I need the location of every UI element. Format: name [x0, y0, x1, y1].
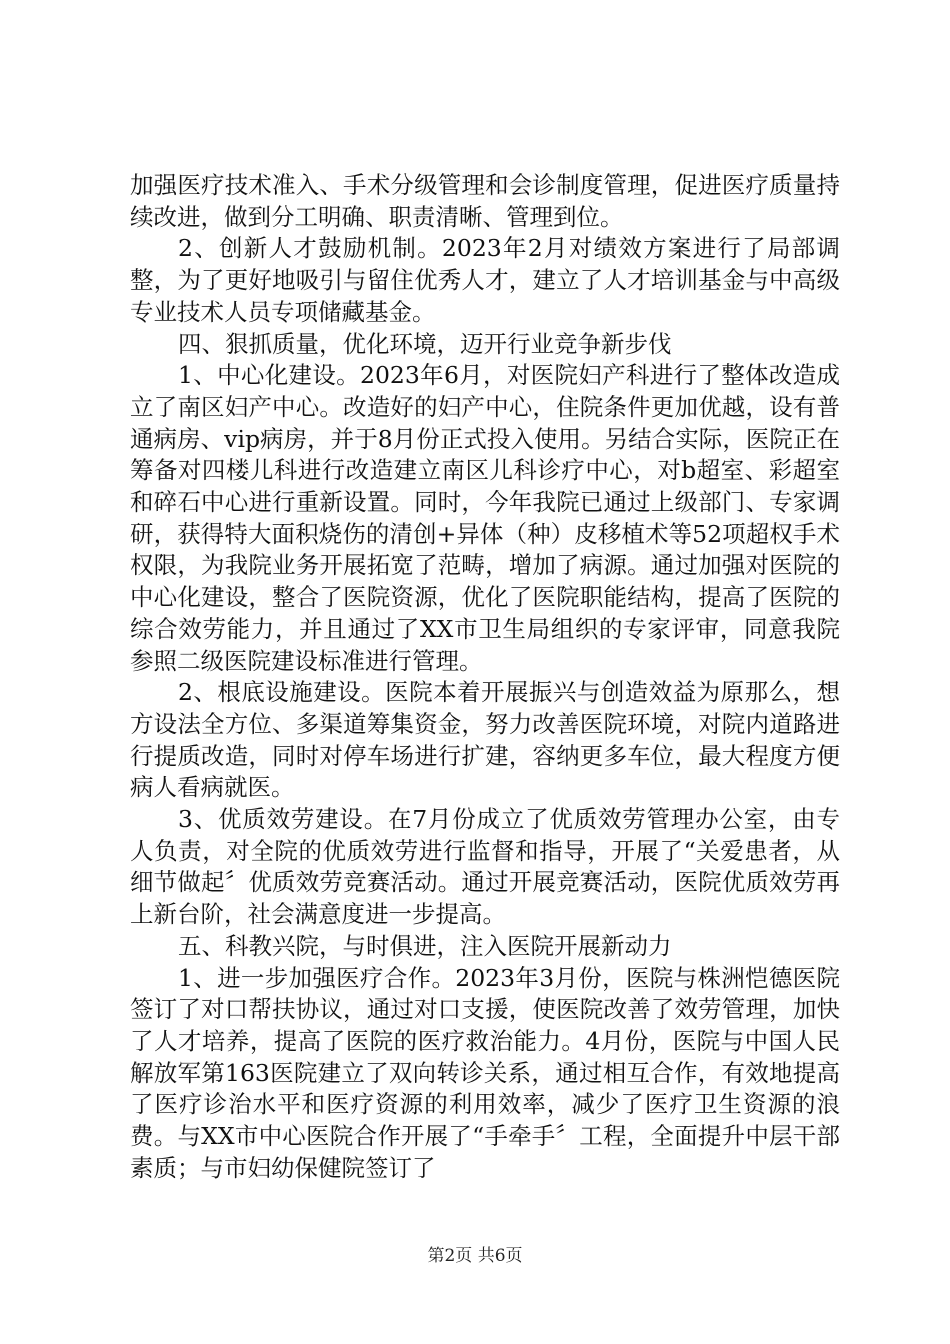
- paragraph-talent-incentive: 2、创新人才鼓励机制。2023年2月对绩效方案进行了局部调整，为了更好地吸引与留住优秀人才，建立了人才培训基金与中高级专业技术人员专项储藏基金。: [130, 234, 840, 326]
- document-body: [130, 170, 840, 1185]
- section-heading-quality: 四、狠抓质量，优化环境，迈开行业竞争新步伐: [178, 329, 672, 358]
- paragraph-infrastructure: 2、根底设施建设。医院本着开展振兴与创造效益为原那么，想方设法全方位、多渠道筹集资金，努力改善医院环境，对院内道路进行提质改造，同时对停车场进行扩建，容纳更多车位，最大程度方便病人看病就医。: [130, 678, 840, 802]
- paragraph-quality-service: 3、优质效劳建设。在7月份成立了优质效劳管理办公室，由专人负责，对全院的优质效劳进行监督和指导，开展了“关爱患者，从细节做起〞优质效劳竞赛活动。通过开展竞赛活动，医院优质效劳再上新台阶，社会满意度进一步提高。: [130, 805, 840, 929]
- section-heading-science-education: 五、科教兴院，与时俱进，注入医院开展新动力: [178, 931, 672, 960]
- page-footer: 第2页 共6页: [427, 1246, 523, 1266]
- paragraph-center-construction: 1、中心化建设。2023年6月，对医院妇产科进行了整体改造成立了南区妇产中心。改造好的妇产中心，住院条件更加优越，设有普通病房、vip病房，并于8月份正式投入使用。另结合实际，医院正在筹备对四楼儿科进行改造建立南区儿科诊疗中心，对b超室、彩超室和碎石中心进行重新设置。同时，今年我院已通过上级部门、专家调研，获得特大面积烧伤的清创+异体（种）皮移植术等52项超权手术权限，为我院业务开展拓宽了范畴，增加了病源。通过加强对医院的中心化建设，整合了医院资源，优化了医院职能结构，提高了医院的综合效劳能力，并且通过了XX市卫生局组织的专家评审，同意我院参照二级医院建设标准进行管理。: [130, 361, 840, 675]
- paragraph-continuation: 加强医疗技术准入、手术分级管理和会诊制度管理，促进医疗质量持续改进，做到分工明确、职责清晰、管理到位。: [130, 171, 840, 231]
- paragraph-medical-cooperation: 1、进一步加强医疗合作。2023年3月份，医院与株洲恺德医院签订了对口帮扶协议，通过对口支援，使医院改善了效劳管理，加快了人才培养，提高了医院的医疗救治能力。4月份，医院与中国人民解放军第163医院建立了双向转诊关系，通过相互合作，有效地提高了医疗诊治水平和医疗资源的利用效率，减少了医疗卫生资源的浪费。与XX市中心医院合作开展了“手牵手〞工程，全面提升中层干部素质；与市妇幼保健院签订了: [130, 963, 840, 1182]
